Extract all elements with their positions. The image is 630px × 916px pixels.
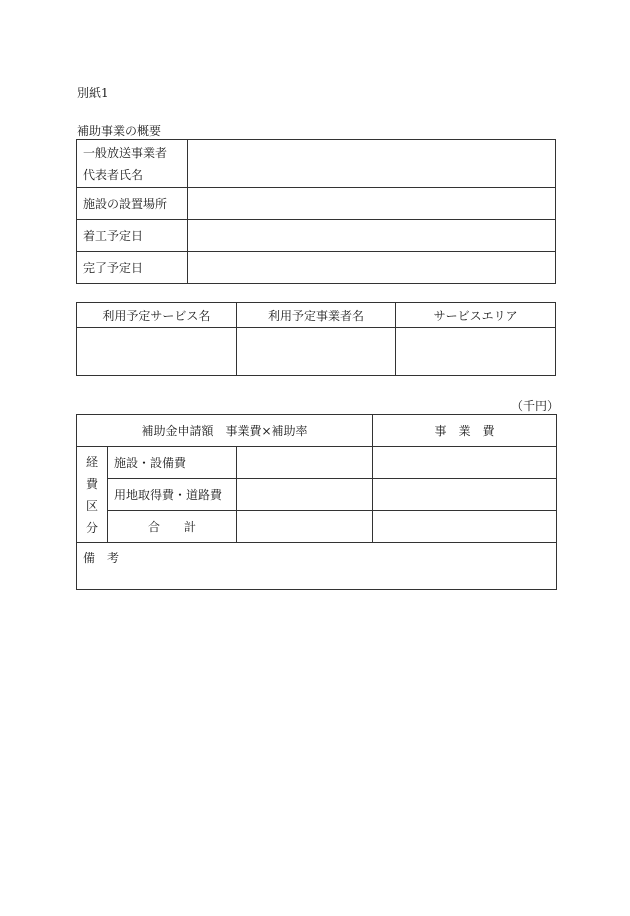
broadcaster-label-cell (77, 140, 188, 188)
header-project-cost: 事 業 費 (373, 415, 557, 447)
table-row (77, 188, 556, 220)
remarks-cell[interactable] (77, 543, 557, 590)
land-road-subsidy[interactable] (237, 479, 373, 511)
header-service-name: 利用予定サービス名 (77, 303, 237, 328)
table-row (77, 479, 557, 511)
facility-equipment-cost[interactable] (373, 447, 557, 479)
broadcaster-label-line1: 一般放送事業者 (83, 145, 168, 160)
header-operator-name: 利用予定事業者名 (236, 303, 396, 328)
expense-category-cell (77, 447, 108, 543)
table-row (77, 220, 556, 252)
service-name-cell[interactable] (77, 328, 237, 376)
land-road-cost[interactable] (373, 479, 557, 511)
installation-location-label: 施設の設置場所 (77, 188, 188, 220)
header-service-area: サービスエリア (396, 303, 556, 328)
broadcaster-label-line2: 代表者氏名 (83, 167, 144, 182)
overview-title: 補助事業の概要 (77, 124, 162, 138)
table-row (77, 328, 556, 376)
remarks-label: 備 考 (83, 551, 120, 565)
table-row (77, 511, 557, 543)
service-area-cell[interactable] (396, 328, 556, 376)
facility-equipment-subsidy[interactable] (237, 447, 373, 479)
installation-location-value[interactable] (188, 188, 556, 220)
operator-name-cell[interactable] (236, 328, 396, 376)
table-header-row (77, 415, 557, 447)
category-char: 分 (85, 520, 98, 535)
facility-equipment-label: 施設・設備費 (108, 447, 237, 479)
unit-label: （千円） (511, 399, 560, 413)
start-date-value[interactable] (188, 220, 556, 252)
completion-date-value[interactable] (188, 252, 556, 284)
broadcaster-value-cell[interactable] (188, 140, 556, 188)
cost-table (76, 414, 557, 590)
completion-date-label: 完了予定日 (77, 252, 188, 284)
table-row (77, 252, 556, 284)
service-table (76, 302, 556, 376)
category-char: 費 (85, 476, 98, 491)
category-char: 区 (85, 498, 98, 513)
table-row (77, 447, 557, 479)
attachment-label: 別紙1 (77, 86, 109, 100)
category-char: 経 (85, 454, 98, 469)
table-header-row (77, 303, 556, 328)
total-cost[interactable] (373, 511, 557, 543)
land-road-label: 用地取得費・道路費 (108, 479, 237, 511)
overview-info-table (76, 139, 556, 284)
total-label: 合 計 (108, 511, 237, 543)
table-row (77, 140, 556, 188)
table-row (77, 543, 557, 590)
total-subsidy[interactable] (237, 511, 373, 543)
start-date-label: 着工予定日 (77, 220, 188, 252)
header-subsidy-amount: 補助金申請額 事業費×補助率 (77, 415, 373, 447)
